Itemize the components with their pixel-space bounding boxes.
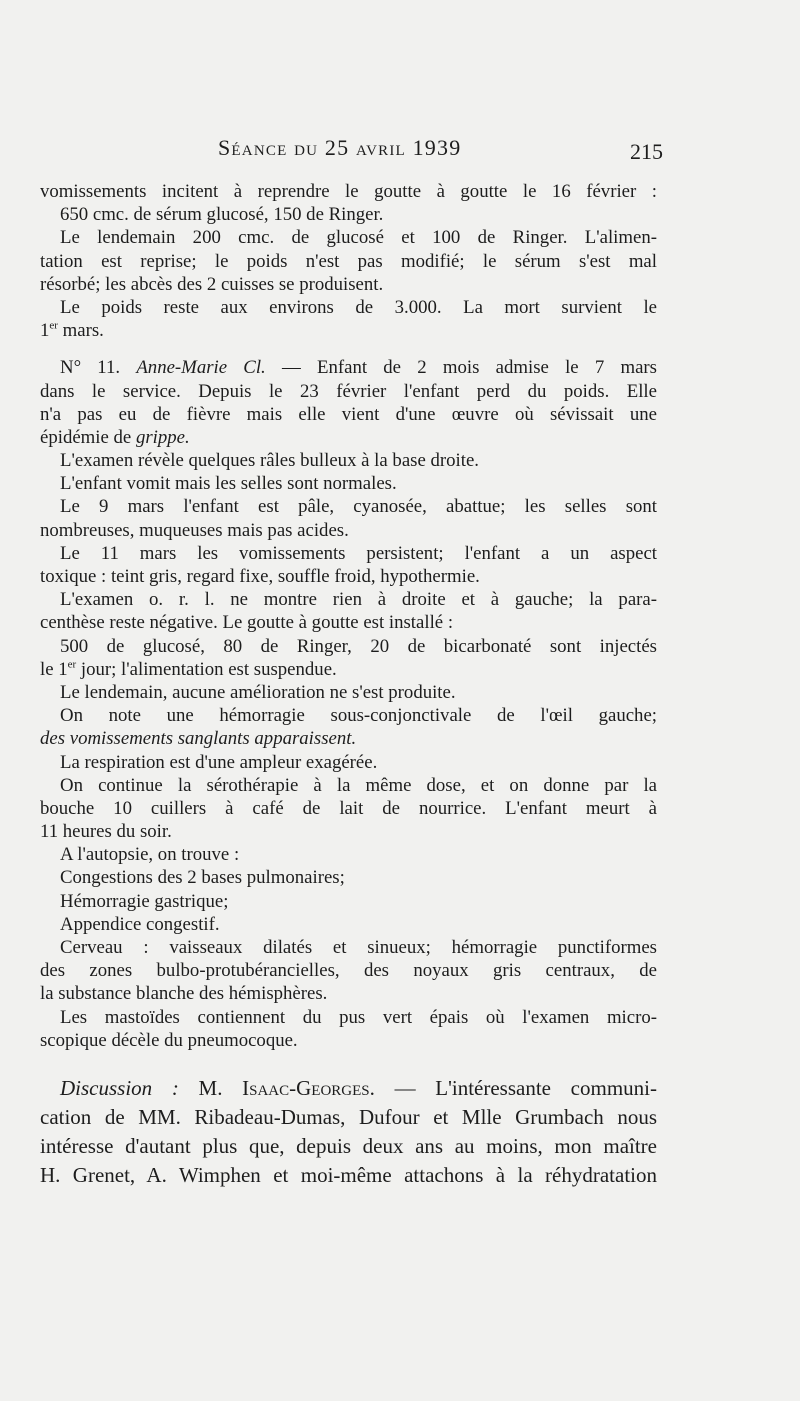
running-title: Séance du 25 avril 1939 xyxy=(218,135,462,160)
text-line xyxy=(40,727,657,750)
page-header xyxy=(40,135,663,169)
case-number: N° 11. xyxy=(60,357,137,379)
text-run: M. xyxy=(178,1075,243,1100)
text-line: n'a pas eu de fièvre mais elle vient d'une œuvre où sévissait une xyxy=(40,403,657,425)
text-run: le 1 xyxy=(40,658,68,680)
text-line: Congestions des 2 bases pulmonaires; xyxy=(60,867,345,889)
text-line: La respiration est d'une ampleur exagérée. xyxy=(60,751,378,773)
text-run: jour; l'alimentation est suspendue. xyxy=(76,658,337,680)
text-line: L'enfant vomit mais les selles sont normales. xyxy=(60,473,397,495)
text-line xyxy=(40,426,657,449)
text-line: centhèse reste négative. Le goutte à goutte est installé : xyxy=(40,612,454,634)
discussion-label: Discussion : xyxy=(60,1075,179,1100)
text-line: L'examen révèle quelques râles bulleux à la base droite. xyxy=(60,450,480,472)
patient-name: Anne-Marie Cl. xyxy=(136,357,266,379)
text-line: des zones bulbo-protubérancielles, des noyaux gris centraux, de xyxy=(40,960,657,982)
page-number: 215 xyxy=(630,139,663,164)
italic-text: grippe. xyxy=(135,426,190,448)
text-line: Le 9 mars l'enfant est pâle, cyanosée, abattue; les selles sont xyxy=(60,496,657,518)
discussion-line: H. Grenet, A. Wimphen et moi-même attachons à la réhydratation xyxy=(40,1162,657,1187)
text-line xyxy=(40,658,657,681)
text-line: dans le service. Depuis le 23 février l'enfant perd du poids. Elle xyxy=(40,380,657,402)
text-line: Le poids reste aux environs de 3.000. La mort survient le xyxy=(60,296,657,318)
text-line: tation est reprise; le poids n'est pas modifié; le sérum s'est mal xyxy=(40,250,657,272)
text-line: Le 11 mars les vomissements persistent; l'enfant a un aspect xyxy=(60,542,657,564)
text-line: Le lendemain 200 cmc. de glucosé et 100 de Ringer. L'alimen- xyxy=(60,227,657,249)
text-line: résorbé; les abcès des 2 cuisses se produisent. xyxy=(40,273,384,295)
discussion-line xyxy=(40,1074,657,1103)
text-line: On continue la sérothérapie à la même dose, et on donne par la xyxy=(60,774,657,796)
text-line: L'examen o. r. l. ne montre rien à droite et à gauche; la para- xyxy=(60,589,657,611)
text-line: bouche 10 cuillers à café de lait de nourrice. L'enfant meurt à xyxy=(40,797,657,819)
discussion-line: cation de MM. Ribadeau-Dumas, Dufour et Mlle Grumbach nous xyxy=(40,1104,657,1129)
text-line: Cerveau : vaisseaux dilatés et sinueux; hémorragie punctiformes xyxy=(60,937,657,958)
superscript: er xyxy=(49,319,58,332)
text-line: toxique : teint gris, regard fixe, souffle froid, hypothermie. xyxy=(40,566,480,587)
text-line: Hémorragie gastrique; xyxy=(60,890,229,912)
speaker-name: Isaac-Georges xyxy=(242,1075,370,1100)
body-text xyxy=(40,180,657,1190)
text-line: 500 de glucosé, 80 de Ringer, 20 de bicarbonaté sont injectés xyxy=(60,635,657,657)
text-run: épidémie de xyxy=(40,426,136,448)
text-line: scopique décèle du pneumocoque. xyxy=(40,1029,298,1051)
text-line: Le lendemain, aucune amélioration ne s'est produite. xyxy=(60,681,456,703)
text-line: On note une hémorragie sous-conjonctivale de l'œil gauche; xyxy=(60,705,657,727)
text-line: Appendice congestif. xyxy=(60,913,220,935)
text-line: 650 cmc. de sérum glucosé, 150 de Ringer. xyxy=(60,204,384,226)
text-line: la substance blanche des hémisphères. xyxy=(40,983,328,1005)
text-line: 11 heures du soir. xyxy=(40,821,172,843)
text-run: mars. xyxy=(57,320,104,342)
text-line xyxy=(40,356,657,379)
text-run: . — L'intéressante communi- xyxy=(369,1075,657,1100)
italic-text: des vomissements sanglants apparaissent. xyxy=(40,728,357,750)
text-line xyxy=(40,319,657,342)
text-line: A l'autopsie, on trouve : xyxy=(60,844,240,866)
superscript: er xyxy=(67,658,77,671)
text-line: nombreuses, muqueuses mais pas acides. xyxy=(40,519,349,541)
discussion-line: intéresse d'autant plus que, depuis deux ans au moins, mon maître xyxy=(40,1133,657,1158)
text-line: Les mastoïdes contiennent du pus vert épais où l'examen micro- xyxy=(60,1006,657,1028)
text-line: vomissements incitent à reprendre le goutte à goutte le 16 février : xyxy=(40,181,657,202)
text-run: 1 xyxy=(40,320,50,342)
text-run: — Enfant de 2 mois admise le 7 mars xyxy=(265,357,657,379)
